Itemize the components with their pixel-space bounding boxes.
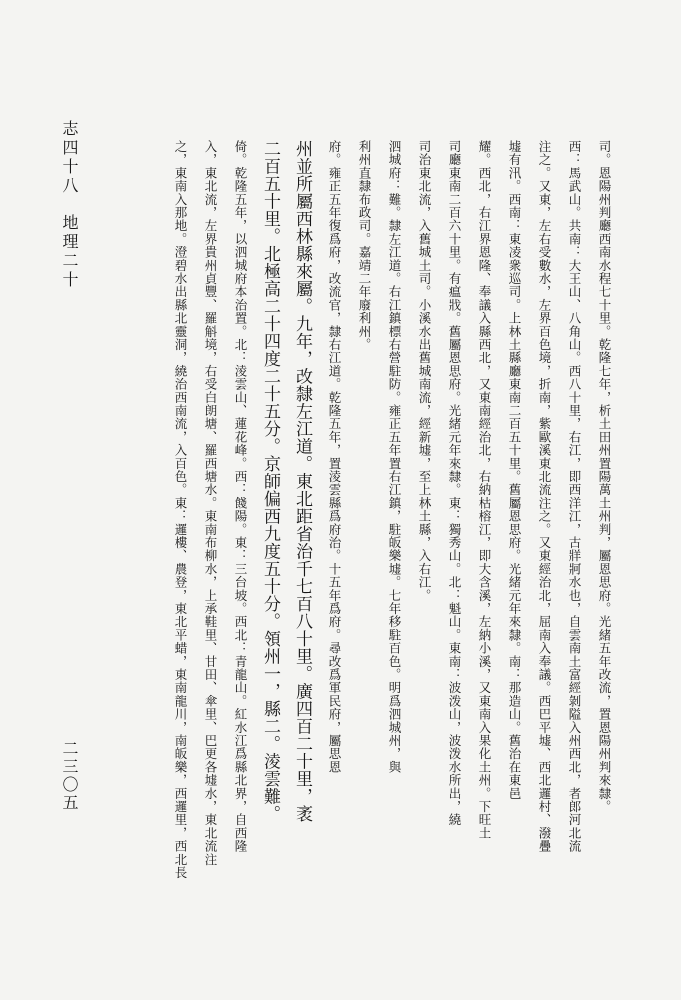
text-column-8: 泗城府：難。隸左江道。右江鎮標右營駐防。雍正五年置右江鎮，駐皈樂墟。七年移駐百色。明爲泗城州，與	[387, 140, 402, 774]
running-head-section: 地理二十	[60, 214, 79, 290]
text-column-11: 州並所屬西林縣來屬。九年，改隸左江道。東北距省治千七百八十里。廣四百二十里，袤	[292, 140, 312, 823]
page-number: 二三〇五	[60, 740, 79, 812]
text-column-4: 墟有汛。西南：東凌衆巡司。上林土縣廳東南二百五十里。舊屬恩思府。光緒元年來隸。南：那造山。舊治在東邑	[507, 140, 522, 800]
text-column-2: 西：馬武山。共南：大王山、八角山。西八十里，右江，即西洋江，古牂牁水也，自雲南土富經剝隘入州西北，者郎河北流	[567, 140, 582, 853]
text-column-15: 之，東南入那地。澄碧水出縣北靈洞，繞治西南流，入百色。東：邏樓、農登，東北平蜡，東南龍川，南皈樂，西邏里，西北長	[173, 140, 188, 880]
text-column-9: 利州直隸布政司。嘉靖二年廢利州。	[357, 140, 372, 352]
text-column-10: 府。雍正五年復爲府，改流官，隸右江道。乾隆五年，置淩雲縣爲府治。十五年爲府。尋改爲軍民府，屬思恩	[327, 140, 342, 774]
text-column-1: 司。恩陽州判廳西南水程七十里。乾隆七年，析土田州置陽萬土州判，屬恩思府。光緒五年改流，置恩陽州判來隸。	[597, 140, 612, 814]
text-column-5: 耀。西北，右江界恩隆、奉議入縣西北，又東南經治北，右納枯榕江，即大含溪，左納小溪，又東南入果化土州。下旺土	[477, 140, 492, 840]
text-column-14: 入，東北流，左界貴州貞豐、羅斛境，右受白朗塘、羅西塘水。東南布柳水，上承鞋里、甘田、傘里、巴更各墟水，東北流注	[203, 140, 218, 866]
running-head-volume: 志四十八	[60, 120, 79, 196]
running-head	[58, 120, 81, 290]
text-column-3: 注之。又東，左右受數水，左界百色境，折南，紫歐溪東北流注之。又東經治北，屈南入奉議。西巴平墟、西北邏村、潑疊	[537, 140, 552, 853]
text-column-13: 倚。乾隆五年，以泗城府本治置。北：淩雲山、蓮花峰。西：餞陽。東：三台坡。西北：青龍山。紅水江爲縣北界，自西隆	[233, 140, 248, 853]
text-column-6: 司廳東南二百六十里。有瘟戕。舊屬恩思府。光緒元年來隸。東：獨秀山。北：魁山。東南：波泼山，波泼水所出，繞	[447, 140, 462, 827]
text-column-12: 二百五十里。北極高二十四度二十五分。京師偏西九度五十分。領州一，縣二。淩雲難。	[260, 140, 280, 823]
text-column-7: 司治東北流，入舊城土司。小溪水出舊城南流，經新墟，至上林土縣，入右江。	[417, 140, 432, 602]
